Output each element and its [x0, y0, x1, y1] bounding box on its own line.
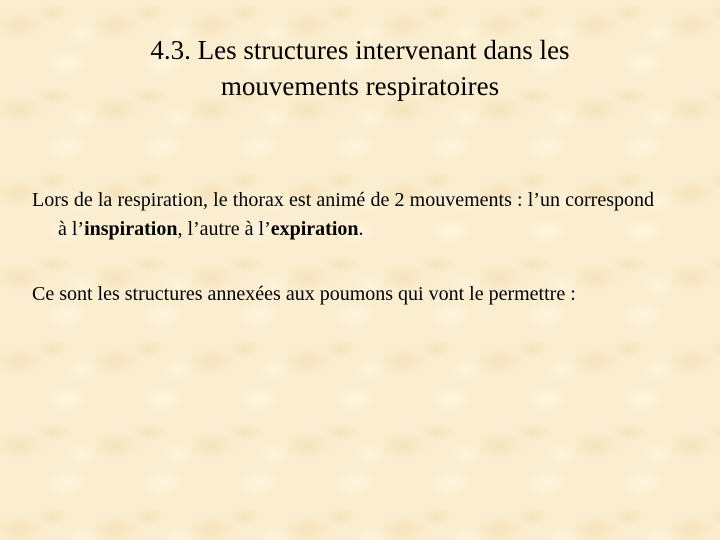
slide-title-line-1: 4.3. Les structures intervenant dans les	[150, 35, 570, 65]
term-expiration: expiration	[270, 218, 359, 240]
slide-body	[32, 186, 654, 345]
paragraph-respiration-movements	[32, 186, 654, 244]
paragraph-1-text-end: .	[358, 218, 364, 240]
slide-title	[60, 32, 660, 104]
slide-title-line-2: mouvements respiratoires	[220, 71, 500, 101]
paragraph-1-text-start: Lors de la respiration, le thorax est animé de 2 mouvements : l’un correspond à l’	[32, 189, 654, 240]
paragraph-annexed-structures: Ce sont les structures annexées aux poumons qui vont le permettre :	[32, 283, 576, 305]
paragraph-1-text-middle: , l’autre à l’	[177, 218, 271, 240]
term-inspiration: inspiration	[84, 218, 178, 240]
